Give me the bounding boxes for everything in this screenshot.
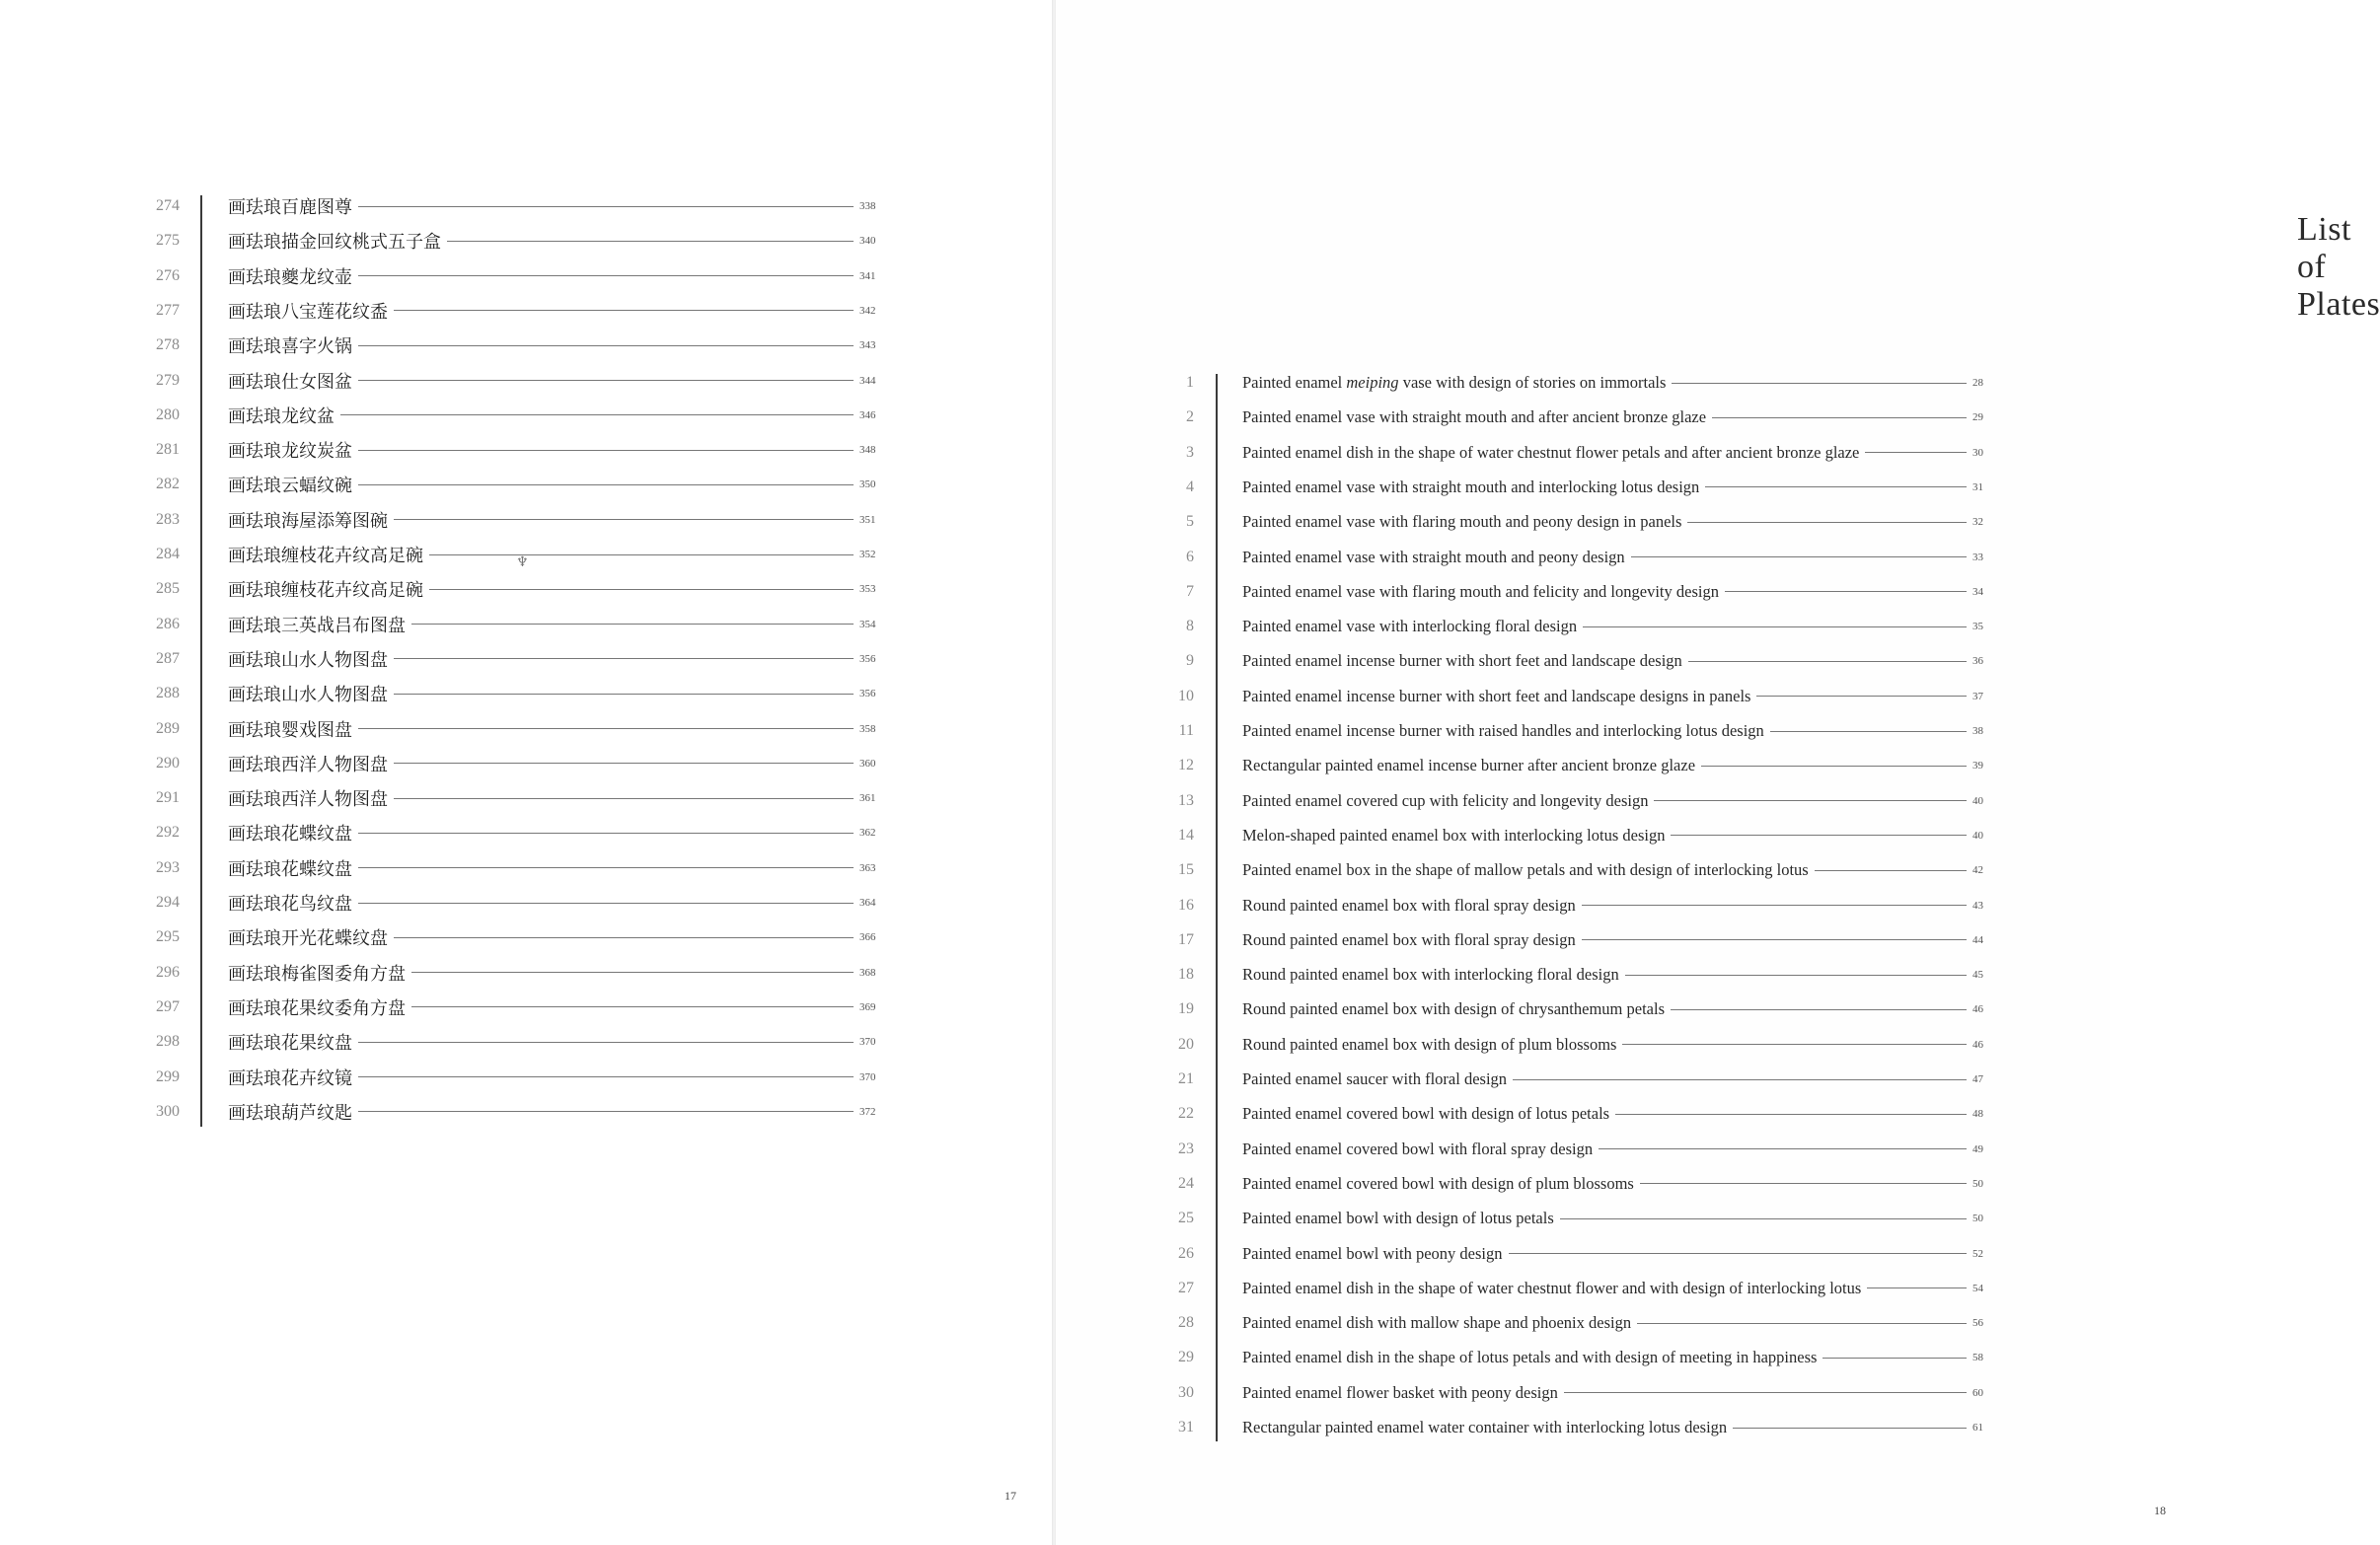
plate-title	[1242, 443, 1992, 463]
plate-number: 281	[156, 441, 180, 459]
page-reference: 48	[1972, 1108, 1983, 1121]
page-reference: 40	[1972, 829, 1983, 842]
plate-number: 9	[1186, 652, 1194, 670]
plate-title-text: 画珐琅龙纹炭盆	[228, 441, 352, 463]
plate-title-text: Painted enamel dish with mallow shape and phoenix design	[1242, 1313, 1632, 1333]
page-reference: 50	[1972, 1213, 1983, 1225]
list-item	[0, 1272, 1983, 1305]
plate-title-text: 画珐琅夔龙纹壶	[228, 266, 352, 288]
page-reference: 47	[1972, 1073, 1983, 1085]
plate-title	[1242, 1418, 1992, 1437]
page-reference: 61	[1972, 1422, 1983, 1434]
page-reference: 40	[1972, 794, 1983, 807]
plate-title-text: 画珐琅山水人物图盘	[228, 649, 388, 671]
page-reference: 356	[859, 688, 876, 700]
list-item	[0, 366, 1983, 400]
plate-title-text: Rectangular painted enamel incense burner after ancient bronze glaze	[1242, 756, 1696, 775]
leader-line	[1564, 1392, 1967, 1393]
leader-line	[1770, 731, 1967, 732]
plate-title-text: Painted enamel bowl with peony design	[1242, 1243, 1503, 1263]
plate-title-text: Painted enamel vase with straight mouth and after ancient bronze glaze	[1242, 407, 1707, 427]
plate-number: 293	[156, 858, 180, 876]
plate-number: 275	[156, 232, 180, 250]
plate-title-text: 画珐琅仕女图盆	[228, 371, 352, 393]
page-reference: 362	[859, 827, 876, 840]
list-item	[0, 680, 1983, 713]
plate-number: 289	[156, 719, 180, 737]
plate-number: 23	[1178, 1140, 1194, 1157]
page-reference: 60	[1972, 1386, 1983, 1399]
page-reference: 36	[1972, 655, 1983, 668]
plate-title	[1242, 687, 1992, 706]
plate-title-text: 画珐琅西洋人物图盘	[228, 789, 388, 811]
page-reference: 42	[1972, 864, 1983, 877]
plate-title-text: Painted enamel dish in the shape of water chestnut flower and with design of interlocking lotus	[1242, 1278, 1862, 1297]
plate-number: 283	[156, 510, 180, 528]
page-reference: 338	[859, 200, 876, 212]
plate-title-text: 画珐琅花蝶纹盘	[228, 858, 352, 880]
plate-number: 4	[1186, 478, 1194, 495]
page-reference: 31	[1972, 480, 1983, 493]
page-reference: 356	[859, 652, 876, 665]
plate-title-text: Painted enamel saucer with floral design	[1242, 1069, 1508, 1088]
list-item	[0, 329, 1052, 362]
plate-title-text: 画珐琅描金回纹桃式五子盒	[228, 232, 441, 254]
list-item	[0, 1376, 1983, 1410]
title-italic-term: meiping	[1346, 373, 1399, 392]
plate-number: 277	[156, 301, 180, 319]
leader-line	[1625, 975, 1967, 976]
plate-title	[1242, 651, 1992, 671]
page-reference: 343	[859, 339, 876, 352]
plate-number: 276	[156, 266, 180, 284]
plate-title-text: 画珐琅喜字火锅	[228, 336, 352, 358]
plate-number: 279	[156, 371, 180, 389]
list-item	[0, 294, 1052, 328]
plate-title	[1242, 1313, 1992, 1333]
plate-title	[228, 228, 879, 254]
plate-title-text: Rectangular painted enamel water container with interlocking lotus design	[1242, 1418, 1728, 1436]
plate-number: 296	[156, 963, 180, 981]
plate-title-text: 画珐琅葫芦纹匙	[228, 1102, 352, 1124]
page-reference: 360	[859, 757, 876, 770]
plate-title-text: 画珐琅花卉纹镜	[228, 1067, 352, 1089]
leader-line	[1712, 417, 1967, 418]
page-reference: 38	[1972, 725, 1983, 737]
plate-title	[1242, 1140, 1992, 1159]
leader-line	[1582, 939, 1967, 940]
leader-line	[1631, 556, 1967, 557]
plate-title	[228, 332, 879, 358]
leader-line	[394, 310, 854, 311]
plate-number: 27	[1178, 1279, 1194, 1296]
leader-line	[1865, 452, 1967, 453]
plate-number: 284	[156, 546, 180, 562]
list-item	[0, 1202, 1983, 1235]
list-item	[0, 714, 1983, 748]
plate-title	[1242, 1279, 1992, 1298]
page-reference: 372	[859, 1105, 876, 1118]
page-number-right: 18	[2154, 1504, 2166, 1517]
list-item	[0, 575, 1983, 609]
plate-number: 25	[1178, 1210, 1194, 1227]
page-reference: 369	[859, 1000, 876, 1013]
plate-title	[1242, 826, 1992, 846]
page-reference: 351	[859, 513, 876, 526]
plate-title-text: 画珐琅婴戏图盘	[228, 719, 352, 741]
plate-number: 17	[1178, 930, 1194, 948]
plate-title-text: Painted enamel covered bowl with design of lotus petals	[1242, 1104, 1610, 1124]
plate-title-text: 画珐琅百鹿图尊	[228, 197, 352, 218]
page-reference: 49	[1972, 1142, 1983, 1155]
plate-number: 22	[1178, 1105, 1194, 1123]
plate-number: 30	[1178, 1383, 1194, 1401]
list-item	[0, 224, 1052, 258]
plate-title	[1242, 999, 1992, 1019]
plate-number: 7	[1186, 582, 1194, 600]
page-reference: 34	[1972, 585, 1983, 598]
page-reference: 342	[859, 304, 876, 317]
plate-title	[1242, 860, 1992, 880]
plate-title-text: Round painted enamel box with floral spray design	[1242, 929, 1576, 949]
page-reference: 44	[1972, 933, 1983, 946]
page-reference: 29	[1972, 411, 1983, 424]
page-reference: 35	[1972, 621, 1983, 633]
leader-line	[1637, 1323, 1967, 1324]
plate-title	[1242, 1035, 1992, 1055]
plate-number: 2	[1186, 408, 1194, 426]
page-reference: 350	[859, 478, 876, 491]
plate-number: 6	[1186, 548, 1194, 565]
plate-title	[1242, 791, 1992, 811]
plate-title	[1242, 721, 1992, 741]
page-reference: 58	[1972, 1352, 1983, 1364]
leader-line	[1671, 1009, 1967, 1010]
leader-line	[1815, 870, 1967, 871]
list-vertical-rule	[1216, 374, 1218, 1441]
plate-number: 282	[156, 476, 180, 493]
plate-title	[1242, 965, 1992, 985]
plate-number: 16	[1178, 896, 1194, 914]
plate-number: 31	[1178, 1419, 1194, 1435]
plate-title-text: 画珐琅梅雀图委角方盘	[228, 963, 406, 985]
page-reference: 353	[859, 583, 876, 596]
plate-number: 294	[156, 894, 180, 911]
plate-number: 1	[1186, 374, 1194, 391]
plate-title-text: Painted enamel incense burner with raised handles and interlocking lotus design	[1242, 721, 1764, 740]
plate-title-text: Painted enamel vase with interlocking floral design	[1242, 617, 1578, 636]
plate-number: 21	[1178, 1070, 1194, 1087]
plate-number: 278	[156, 336, 180, 354]
page-reference: 363	[859, 861, 876, 874]
list-item	[0, 610, 1983, 643]
plate-title-text: Round painted enamel box with floral spray design	[1242, 895, 1576, 915]
plate-title	[1242, 582, 1992, 602]
list-item	[0, 749, 1983, 782]
plate-title-text: Painted enamel vase with straight mouth and peony design	[1242, 547, 1625, 566]
list-item	[0, 1341, 1983, 1374]
page-reference: 45	[1972, 969, 1983, 982]
page-reference: 33	[1972, 551, 1983, 563]
list-item	[0, 541, 1983, 574]
plate-title-text: Round painted enamel box with design of plum blossoms	[1242, 1034, 1617, 1054]
page-reference: 366	[859, 931, 876, 944]
plate-title-text: 画珐琅八宝莲花纹盉	[228, 301, 388, 323]
leader-line	[358, 345, 854, 346]
leader-line	[1672, 383, 1967, 384]
plate-number: 8	[1186, 618, 1194, 635]
list-item	[0, 1028, 1983, 1062]
plate-title-text: 画珐琅缠枝花卉纹高足碗	[228, 546, 423, 566]
plate-number: 299	[156, 1067, 180, 1085]
english-plate-list	[0, 366, 1983, 1451]
plate-number: 24	[1178, 1174, 1194, 1192]
page-reference: 364	[859, 897, 876, 909]
list-item	[0, 1306, 1983, 1340]
leader-line	[358, 275, 854, 276]
list-item	[0, 1237, 1983, 1271]
list-item	[0, 993, 1983, 1026]
list-item	[0, 819, 1983, 852]
page-reference: 340	[859, 235, 876, 248]
leader-line	[1701, 766, 1967, 767]
plate-number: 285	[156, 580, 180, 598]
list-item	[0, 889, 1983, 922]
plate-title-text	[1242, 373, 1666, 393]
leader-line	[1654, 800, 1967, 801]
plate-title	[1242, 1104, 1992, 1124]
list-item	[0, 1167, 1983, 1201]
plate-title-text: 画珐琅开光花蝶纹盘	[228, 928, 388, 950]
leader-line	[1599, 1148, 1967, 1149]
plate-number: 297	[156, 997, 180, 1015]
list-item	[0, 189, 1052, 223]
page-reference: 368	[859, 966, 876, 979]
plate-title	[1242, 896, 1992, 916]
plate-title-text: 画珐琅花果纹盘	[228, 1033, 352, 1055]
page-number-left: 17	[1004, 1489, 1016, 1503]
leader-line	[1622, 1044, 1967, 1045]
plate-number: 26	[1178, 1244, 1194, 1262]
page-reference: 28	[1972, 377, 1983, 389]
page-reference: 52	[1972, 1247, 1983, 1260]
leader-line	[1725, 591, 1967, 592]
leader-line	[1640, 1183, 1967, 1184]
leader-line	[1560, 1218, 1967, 1219]
plate-title-text: Painted enamel covered cup with felicity and longevity design	[1242, 790, 1649, 810]
title-part: Painted enamel	[1242, 373, 1347, 392]
plate-title-text: Painted enamel covered bowl with design of plum blossoms	[1242, 1173, 1634, 1193]
leader-line	[1509, 1253, 1968, 1254]
plate-number: 29	[1178, 1349, 1194, 1366]
plate-number: 291	[156, 789, 180, 807]
plate-title-text: Painted enamel vase with flaring mouth and felicity and longevity design	[1242, 581, 1719, 601]
plate-title-text: 画珐琅花蝶纹盘	[228, 824, 352, 846]
list-item	[0, 436, 1983, 470]
leader-line	[358, 206, 854, 207]
plate-number: 18	[1178, 966, 1194, 984]
list-item	[0, 401, 1983, 434]
page-reference: 46	[1972, 1038, 1983, 1051]
plate-title-text: 画珐琅花果纹委角方盘	[228, 997, 406, 1019]
plate-title	[1242, 1069, 1992, 1089]
plate-title-text: Painted enamel vase with straight mouth and interlocking lotus design	[1242, 477, 1700, 496]
plate-title-text: Painted enamel box in the shape of mallow petals and with design of interlocking lotus	[1242, 860, 1809, 880]
plate-number: 292	[156, 824, 180, 842]
page-reference: 346	[859, 408, 876, 421]
plate-title	[1242, 1244, 1992, 1264]
plate-number: 28	[1178, 1314, 1194, 1332]
plate-title	[228, 263, 879, 289]
plate-number: 19	[1178, 1000, 1194, 1018]
plate-title-text: 画珐琅云蝠纹碗	[228, 476, 352, 497]
plate-title-text: Painted enamel incense burner with short feet and landscape design	[1242, 651, 1682, 671]
leader-line	[1513, 1079, 1967, 1080]
plate-number: 295	[156, 928, 180, 946]
plate-title	[228, 193, 879, 219]
plate-title	[1242, 1383, 1992, 1403]
plate-title	[1242, 512, 1992, 532]
list-item	[0, 923, 1983, 957]
page-reference: 46	[1972, 1003, 1983, 1016]
plate-number: 12	[1178, 757, 1194, 774]
plate-title-text: Painted enamel bowl with design of lotus petals	[1242, 1209, 1554, 1228]
list-item	[0, 505, 1983, 539]
plate-number: 298	[156, 1033, 180, 1051]
page-reference: 352	[859, 549, 876, 560]
page-reference: 361	[859, 792, 876, 805]
page-reference: 348	[859, 444, 876, 457]
plate-title	[1242, 373, 1992, 393]
plate-title-text: Painted enamel flower basket with peony design	[1242, 1382, 1558, 1402]
leader-line	[1688, 661, 1967, 662]
plate-title-text: 画珐琅缠枝花卉纹高足碗	[228, 580, 423, 602]
list-item	[0, 644, 1983, 678]
plate-title	[1242, 478, 1992, 497]
plate-title-text: 画珐琅三英战吕布图盘	[228, 615, 406, 636]
plate-title-text: 画珐琅西洋人物图盘	[228, 754, 388, 775]
title-part: vase with design of stories on immortals	[1398, 373, 1667, 392]
page-reference: 37	[1972, 690, 1983, 702]
leader-line	[1687, 522, 1967, 523]
plate-title-text: Painted enamel incense burner with short feet and landscape designs in panels	[1242, 686, 1751, 705]
page-heading: List of Plates	[2297, 211, 2380, 323]
plate-title-text: 画珐琅海屋添筹图碗	[228, 510, 388, 532]
plate-number: 5	[1186, 513, 1194, 531]
plate-number: 20	[1178, 1035, 1194, 1053]
leader-line	[1582, 905, 1967, 906]
plate-title	[1242, 1209, 1992, 1228]
plate-title-text: 画珐琅花鸟纹盘	[228, 894, 352, 915]
page-reference: 344	[859, 374, 876, 387]
plate-title-text: Painted enamel dish in the shape of lotus petals and with design of meeting in happiness	[1242, 1348, 1818, 1367]
plate-number: 14	[1178, 826, 1194, 844]
plate-title	[1242, 407, 1992, 427]
plate-number: 286	[156, 615, 180, 632]
plate-title	[1242, 1174, 1992, 1194]
list-item	[0, 1063, 1983, 1096]
leader-line	[1705, 486, 1967, 487]
plate-title	[1242, 930, 1992, 950]
plate-number: 15	[1178, 861, 1194, 879]
page-reference: 30	[1972, 446, 1983, 459]
list-item	[0, 471, 1983, 504]
leader-line	[1822, 1358, 1967, 1359]
list-item	[0, 853, 1983, 887]
page-reference: 56	[1972, 1317, 1983, 1330]
leader-line	[1671, 835, 1967, 836]
list-item	[0, 259, 1052, 293]
plate-number: 13	[1178, 791, 1194, 809]
page-reference: 54	[1972, 1282, 1983, 1294]
plate-title-text: 画珐琅龙纹盆	[228, 405, 335, 427]
scan-mark: ♆	[516, 555, 529, 570]
plate-title-text: Round painted enamel box with design of chrysanthemum petals	[1242, 999, 1665, 1019]
plate-number: 3	[1186, 443, 1194, 461]
page-reference: 341	[859, 269, 876, 282]
list-item	[0, 958, 1983, 992]
leader-line	[1583, 626, 1967, 627]
page-reference: 358	[859, 722, 876, 735]
page-reference: 32	[1972, 516, 1983, 529]
list-item	[0, 784, 1983, 818]
list-item	[0, 1097, 1983, 1131]
leader-line	[1756, 696, 1967, 697]
plate-number: 10	[1178, 687, 1194, 704]
plate-number: 274	[156, 197, 180, 214]
plate-title-text: Melon-shaped painted enamel box with interlocking lotus design	[1242, 825, 1666, 845]
list-item	[0, 1133, 1983, 1166]
plate-title-text: Round painted enamel box with interlocking floral design	[1242, 965, 1619, 985]
list-item	[0, 1411, 1983, 1444]
plate-number: 11	[1178, 722, 1194, 739]
plate-number: 280	[156, 405, 180, 423]
leader-line	[1615, 1114, 1967, 1115]
leader-line	[447, 241, 854, 242]
plate-title-text: 画珐琅山水人物图盘	[228, 685, 388, 706]
plate-number: 300	[156, 1102, 180, 1120]
page-reference: 39	[1972, 760, 1983, 772]
plate-title-text: Painted enamel dish in the shape of water chestnut flower petals and after ancient bronze glaze	[1242, 442, 1860, 462]
plate-title	[1242, 1348, 1992, 1367]
leader-line	[1733, 1428, 1967, 1429]
page-reference: 354	[859, 618, 876, 630]
plate-title	[228, 298, 879, 324]
page-reference: 50	[1972, 1177, 1983, 1190]
plate-number: 287	[156, 649, 180, 667]
plate-title	[1242, 617, 1992, 636]
plate-number: 290	[156, 754, 180, 772]
plate-title-text: Painted enamel vase with flaring mouth and peony design in panels	[1242, 512, 1682, 532]
plate-title	[1242, 756, 1992, 775]
plate-title-text: Painted enamel covered bowl with floral spray design	[1242, 1139, 1594, 1158]
page-reference: 370	[859, 1036, 876, 1049]
plate-number: 288	[156, 685, 180, 702]
page-reference: 43	[1972, 899, 1983, 912]
plate-title	[1242, 548, 1992, 567]
page-reference: 370	[859, 1070, 876, 1083]
